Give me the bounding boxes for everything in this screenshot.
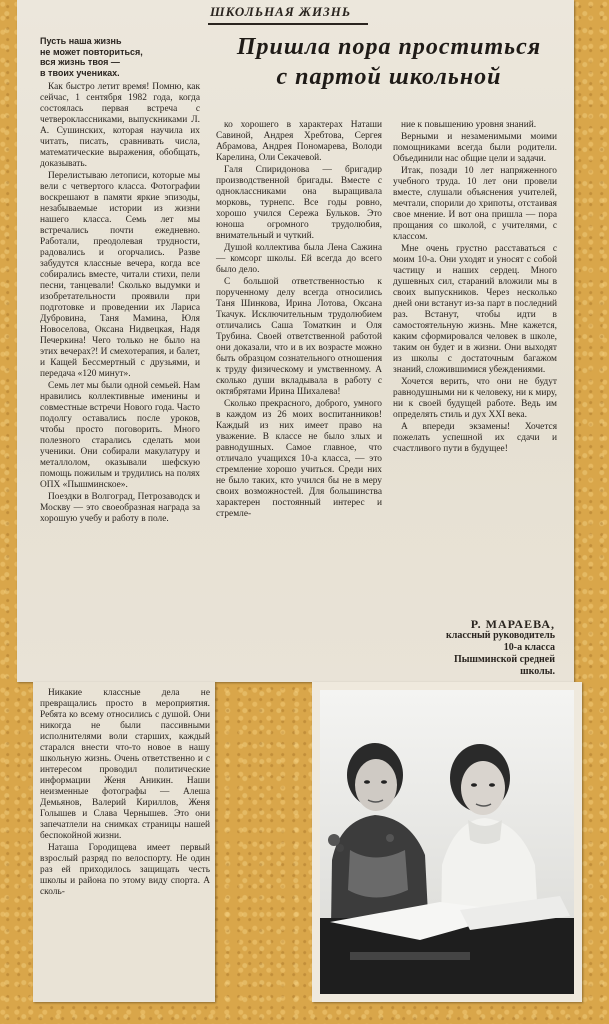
article-column-1 (40, 82, 200, 526)
author-position: школы. (520, 666, 555, 677)
photo-image (320, 690, 574, 994)
rubric-underline (208, 23, 368, 25)
paragraph: А впереди экзамены! Хочется пожелать успешной их сдачи и счастливого пути в будущее! (393, 422, 557, 454)
paragraph: Наташа Городищева имеет первый взрослый разряд по велоспорту. Не один раз ей приходилось защищать честь школы и района по этому виду спорта. А сколь- (40, 843, 210, 897)
paragraph: Сколько прекрасного, доброго, умного в каждом из 26 моих воспитанников! Каждый из них имеет право на уважение. В классе не было злых и равнодушных. Самое главное, что отличало учащихся 10-а класса, — это стремление хорошо учиться. Среди них не было таких, кто учился бы не в меру своих возможностей. Для большинства характерен постоянный интерес и стремле- (216, 399, 382, 519)
headline-line-1: Пришла пора проститься (236, 34, 542, 60)
author-signature (400, 618, 555, 678)
paragraph: Итак, позади 10 лет напряженного учебного труда. 10 лет они провели вместе, слушали объяснения учителей, мечтали, спорили до хрипоты, отстаивая свое мнение. И вот она пришла — пора прощания со школой, с учителями, с классом. (393, 166, 557, 242)
article-column-2 (216, 120, 382, 521)
paragraph: Хочется верить, что они не будут равнодушными ни к человеку, ни к миру, ни к своей будущей работе. Ведь им определять стиль и дух XXI века. (393, 377, 557, 420)
article-column-continued (40, 688, 210, 899)
paragraph: Верными и незаменимыми моими помощниками всегда были родители. Объединили нас общие цели и задачи. (393, 132, 557, 164)
paragraph: Семь лет мы были одной семьей. Нам нравились коллективные именины и совместные встречи Нового года. Часто подолгу оставались после уроков, чтобы просто поговорить. Много полезного старались сделать мои ученики. Они собирали макулатуру и металлолом, оказывали шефскую помощь пожилым и трудились на полях ОПХ «Пышминское». (40, 381, 200, 490)
epigraph-line: Пусть наша жизнь (40, 36, 122, 46)
paragraph: Никакие классные дела не превращались просто в мероприятия. Ребята ко всему относились с душой. Они никогда не были пассивными исполнителями воли старших, каждый старался внести что-то новое в нашу школьную жизнь. Очень ответственно и с интересом проводил политические информации Женя Аникин. Наши неизменные фотографы — Алеша Демьянов, Валерий Кириллов, Женя Голышев и Слава Чернышев. Это они запечатлели на снимках страницы нашей беспокойной жизни. (40, 688, 210, 841)
epigraph (40, 36, 190, 78)
author-position: классный руководитель (445, 630, 555, 641)
paragraph: С большой ответственностью к порученному делу всегда относились Таня Шинкова, Ирина Лотова, Оксана Ткачук. Исключительным трудолюбием отличались Саша Томаткин и Оля Трубина. Своей ответственной работой они доказали, что и в их возрасте можно быть образцом сознательного отношения к труду физическому и умственному. А сколько души вкладывала в работу с октябрятами Ирина Шихалева! (216, 277, 382, 397)
section-rubric: ШКОЛЬНАЯ ЖИЗНЬ (210, 4, 352, 19)
article-column-3 (393, 120, 557, 456)
paragraph: ние к повышению уровня знаний. (401, 120, 537, 130)
paragraph: Душой коллектива была Лена Сажина — комсорг школы. Ей всегда до всего было дело. (216, 243, 382, 275)
author-position: Пышминской средней (453, 654, 555, 665)
epigraph-line: вся жизнь твоя — (40, 57, 120, 67)
photograph (312, 682, 582, 1002)
author-name: Р. МАРАЕВА, (470, 617, 555, 631)
headline-line-2: с партой школьной (276, 64, 502, 90)
epigraph-line: не может повториться, (40, 46, 143, 57)
paragraph: Поездки в Волгоград, Петрозаводск и Москву — это своеобразная награда за хорошую учебу и работу в поле. (40, 492, 200, 524)
paragraph: Галя Спиридонова — бригадир производственной бригады. Вместе с одноклассниками она выращивала морковь, турнепс. Все годы ровно, хорошо учился Сережа Бульков. Это юноша огромного трудолюбия, внимательный и чуткий. (216, 165, 382, 241)
article-headline (214, 32, 564, 92)
paragraph: Перелистываю летописи, которые мы вели с четвертого класса. Фотографии воскрешают в памяти яркие эпизоды, незабываемые истории из жизни нашего класса. Семь лет мы встречались почти ежедневно. Работали, преодолевая трудности, радовались и огорчались. Разве забудутся классные вечера, когда все собирались вместе, читали стихи, пели песни, танцевали! Сколько выдумки и изобретательности проявили при подготовке и проведении их Лариса Дубровина, Таня Мамина, Юля Новоселова, Оксана Нидвецкая, Надя Печеркина! Чего только не было на этих вечерах?! И смехотерапия, и балет, и Кащей Бессмертный с друзьями, и передача «120 минут». (40, 171, 200, 379)
author-position: 10-а класса (503, 642, 555, 653)
epigraph-line: в твоих учениках. (40, 67, 120, 78)
paragraph: Как быстро летит время! Помню, как сейчас, 1 сентября 1982 года, когда состоялась первая встреча с четвероклассниками, выпускниками Л. А. Сушинских, которая научила их читать, писать, сравнивать числа, математические выражения, обобщать, доказывать. (40, 82, 200, 169)
paragraph: ко хорошего в характерах Наташи Савиной, Андрея Хребтова, Сергея Абрамова, Андрея Пономарева, Володи Карелина, Оли Секачевой. (216, 120, 382, 163)
paragraph: Мне очень грустно расставаться с моим 10-а. Они уходят и уносят с собой частицу и наших сердец. Много душевных сил, стараний вложили мы в своих выпускников. Через несколько дней они встанут из-за парт в последний раз. Встанут, чтобы идти в самостоятельную жизнь. Мне кажется, каким сформировался человек в школе, таким он будет и в жизни. Они выходят из школы с достаточным багажом знаний, сложившимися убеждениями. (393, 244, 557, 375)
